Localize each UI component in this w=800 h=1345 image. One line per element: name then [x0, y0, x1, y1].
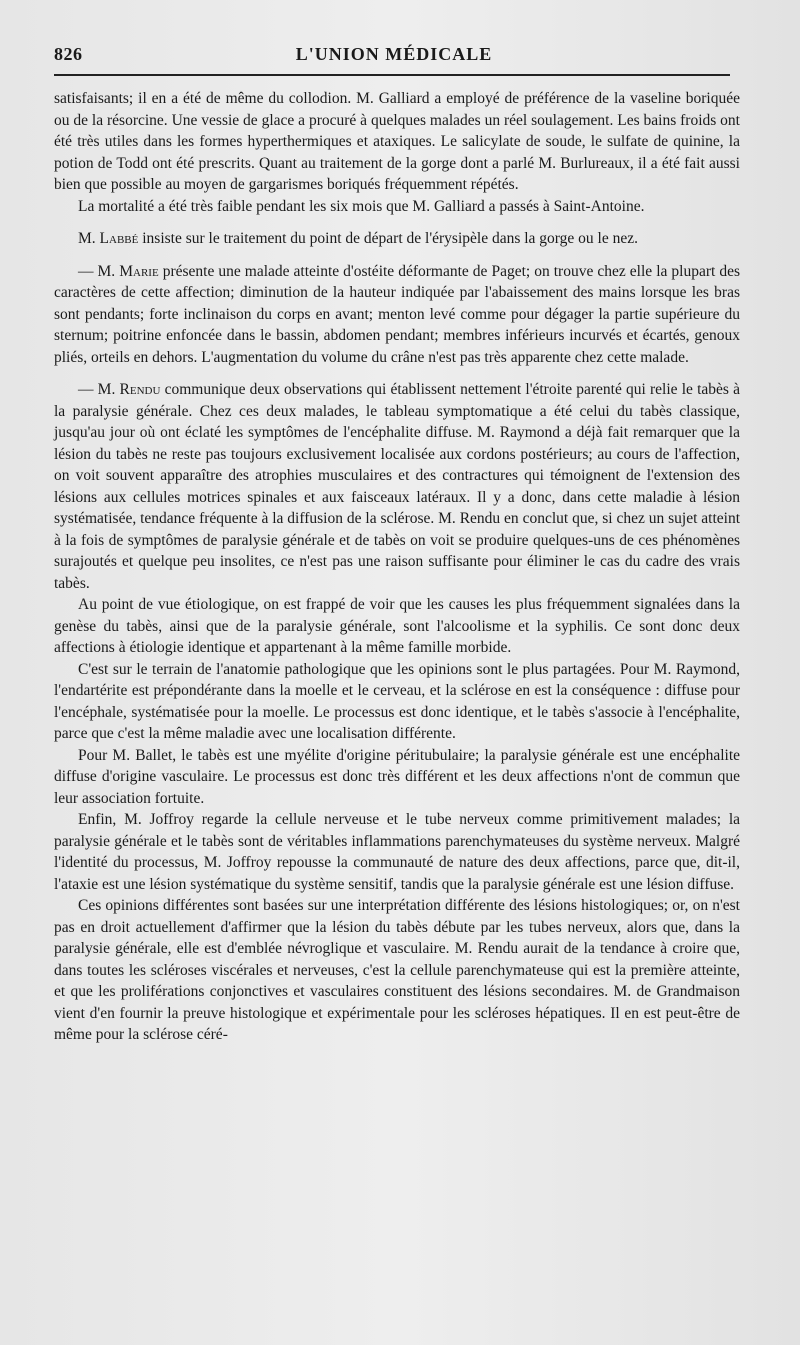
- page-number: 826: [54, 44, 83, 64]
- paragraph-text: insiste sur le traitement du point de départ de l'érysipèle dans la gorge ou le nez.: [138, 230, 639, 247]
- paragraph-marie: [54, 261, 740, 369]
- paragraph-opinions: Ces opinions différentes sont basées sur une interprétation différente des lésions histologiques; or, on n'est pas en droit actuellement d'affirmer que la lésion du tabès débute par les tubes nerveux, alors que, dans la paralysie générale, elle est d'emblée névroglique et vasculaire. M. Rendu aurait de la tendance à croire que, dans toutes les scléroses viscérales et nerveuses, c'est la cellule parenchymateuse qui est la première atteinte, et que les proliférations conjonctives et vasculaires constituent des lésions secondaires. M. de Grandmaison vient d'en fournir la preuve histologique et expérimentale pour les scléroses hépatiques. Il en est peut-être de même pour la sclérose céré-: [54, 897, 740, 1043]
- speaker-name-labbe: Labbé: [99, 230, 139, 247]
- paragraph-etiology: Au point de vue étiologique, on est frappé de voir que les causes les plus fréquemment signalées dans la genèse du tabès, ainsi que de la paralysie générale, sont l'alcoolisme et la syphilis. Ce sont donc deux affections à étiologie identique et appartenant à la même famille morbide.: [54, 596, 740, 656]
- speaker-prefix: — M.: [78, 381, 120, 398]
- speaker-name-marie: Marie: [119, 262, 159, 280]
- paragraph-text: présente une malade atteinte d'ostéite déformante de Paget; on trouve chez elle la plupart des caractères de cette affection; diminution de la hauteur indiquée par l'abaissement des mains lorsque les bras sont pendants; forte inclinaison du corps en avant; menton levé comme pour dégager la partie supérieure du sternum; poitrine enfoncée dans le bassin, abdomen pendant; membres inférieurs incurvés et écartés, genoux pliés, orteils en dehors. L'augmentation du volume du crâne n'est pas très apparente chez cette malade.: [54, 262, 740, 366]
- header-rule: [54, 74, 730, 76]
- paragraph-pathology: C'est sur le terrain de l'anatomie pathologique que les opinions sont le plus partagées. Pour M. Raymond, l'endartérite est prépondérante dans la moelle et le cerveau, et la sclérose en est la conséquence : diffuse pour l'encéphale, systématisée pour la moelle. Le processus est donc identique, et le tabès s'associe à l'encéphalite, parce que c'est la même maladie avec une localisation différente.: [54, 660, 740, 742]
- speaker-prefix: — M.: [78, 262, 120, 280]
- paragraph-joffroy: Enfin, M. Joffroy regarde la cellule nerveuse et le tube nerveux comme primitivement malades; la paralysie générale et le tabès sont de véritables inflammations parenchymateuses du système nerveux. Malgré l'identité du processus, M. Joffroy repousse la communauté de nature des deux affections, parce que, dit-il, l'ataxie est une lésion systématique du système sensitif, tandis que la paralysie générale est une lésion diffuse.: [54, 811, 740, 893]
- journal-title: L'UNION MÉDICALE: [295, 44, 493, 64]
- paragraph-ballet: Pour M. Ballet, le tabès est une myélite d'origine péritubulaire; la paralysie générale est une encéphalite diffuse d'origine vasculaire. Le processus est donc très différent et les deux affections n'ont de commun que leur association fortuite.: [54, 746, 740, 807]
- running-header: [54, 44, 734, 74]
- speaker-prefix: M.: [78, 230, 100, 247]
- paragraph-treatment: satisfaisants; il en a été de même du collodion. M. Galliard a employé de préférence de la vaseline boriquée ou de la résorcine. Une vessie de glace a procuré à quelques malades un réel soulagement. Les bains froids ont été très utiles dans les formes hyperthermiques et ataxiques. Le salicylate de soude, le sulfate de quinine, la potion de Todd ont été prescrits. Quant au traitement de la gorge dont a parlé M. Burlureaux, il a été fait aussi bien que possible au moyen de gargarismes boriqués fréquemment répétés.: [54, 90, 740, 193]
- paragraph-rendu: [54, 379, 740, 594]
- article-body: [54, 88, 740, 1046]
- paragraph-labbe: [54, 228, 740, 250]
- speaker-name-rendu: Rendu: [119, 381, 161, 398]
- paragraph-mortality: La mortalité a été très faible pendant les six mois que M. Galliard a passés à Saint-Antoine.: [78, 197, 645, 215]
- paragraph-text: communique deux observations qui établissent nettement l'étroite parenté qui relie le tabès à la paralysie générale. Chez ces deux malades, le tableau symptomatique a été celui du tabès classique, jusqu'au jour où ont éclaté les symptômes de l'encéphalite diffuse. M. Raymond a déjà fait remarquer que la lésion du tabès ne reste pas toujours exclusivement localisée aux cordons postérieurs; au cours de l'affection, on voit souvent apparaître des atrophies musculaires et des contractures qui témoignent de l'extension des lésions aux cellules motrices spinales et aux faisceaux latéraux. Il y a donc, dans cette maladie à lésion systématisée, tendance fréquente à la diffusion de la sclérose. M. Rendu en conclut que, si chez un sujet atteint à la fois de symptômes de paralysie générale et de tabès on voit se produire quelques-uns de ces phénomènes surajoutés et quelque peu insolites, ce n'est pas une raison suffisante pour éliminer le cas du cadre des vrais tabès.: [54, 381, 740, 592]
